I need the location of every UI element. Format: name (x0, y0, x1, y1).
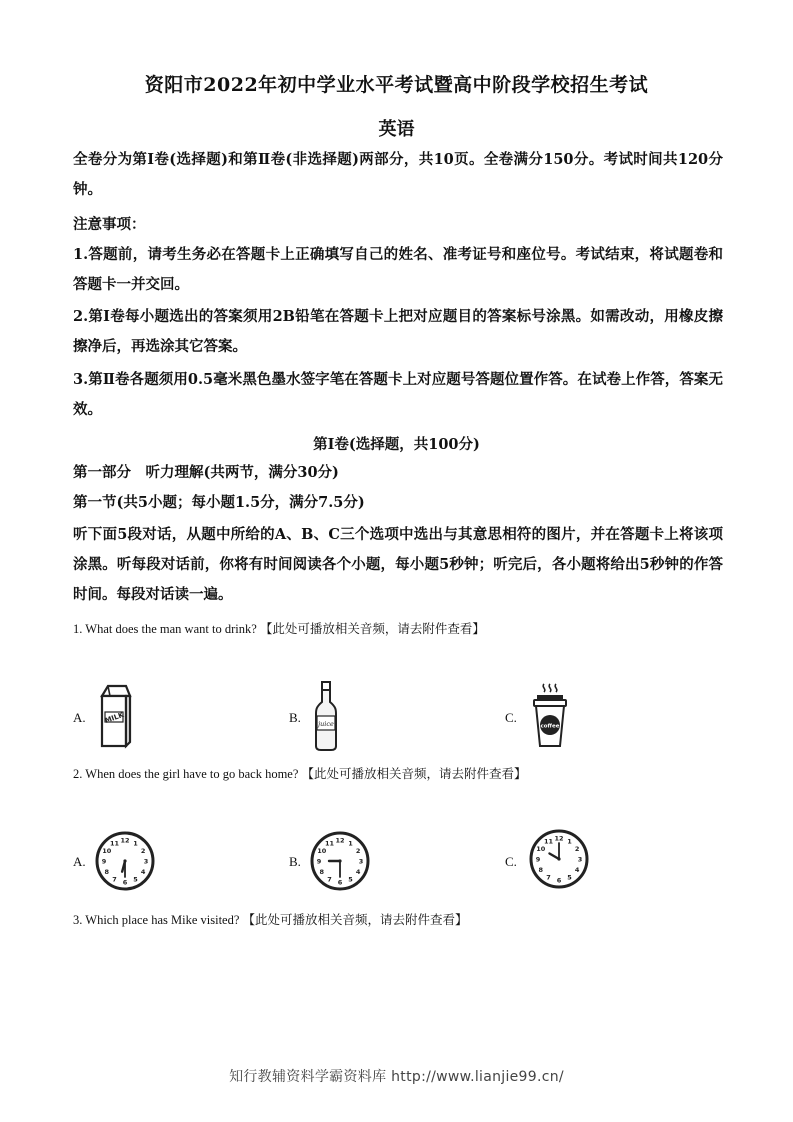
question-3: 3. Which place has Mike visited? 【此处可播放相关音频，请去附件查看】 (73, 913, 468, 927)
clock-number: 7 (546, 873, 551, 882)
clock-number: 1 (133, 839, 138, 848)
clock-number: 1 (348, 839, 353, 848)
clock-number: 6 (122, 878, 128, 887)
clock-number: 9 (101, 857, 107, 866)
clock-b-icon (309, 830, 371, 892)
footer-watermark: 知行教辅资料学霸资料库 http://www.lianjie99.cn/ (229, 1069, 564, 1085)
clock-number: 6 (337, 878, 343, 887)
clock-number: 12 (554, 834, 564, 843)
notice-item-2: 2.第Ⅰ卷每小题选出的答案须用2B铅笔在答题卡上把对应题目的答案标号涂黑。如需改动，用橡皮擦擦净后，再选涂其它答案。 (73, 308, 723, 355)
milk-carton-icon (96, 682, 136, 750)
clock-number: 9 (316, 857, 322, 866)
clock-number: 10 (102, 847, 112, 855)
clock-number: 7 (112, 875, 117, 884)
clock-number: 7 (327, 875, 332, 884)
clock-number: 5 (567, 873, 572, 882)
part-1-title: 第一部分 听力理解(共两节，满分30分) (73, 464, 339, 481)
juice-bottle-icon (313, 680, 339, 752)
clock-a-icon (94, 830, 156, 892)
clock-number: 4 (355, 868, 361, 876)
clock-number: 10 (536, 845, 546, 853)
clock-number: 12 (335, 836, 345, 845)
clock-number: 9 (535, 855, 541, 864)
clock-c-icon (528, 828, 590, 890)
q2-option-a-label[interactable]: A. (73, 854, 86, 869)
clock-number: 11 (109, 839, 120, 848)
clock-number: 6 (556, 876, 562, 885)
question-2: 2. When does the girl have to go back home? 【此处可播放相关音频，请去附件查看】 (73, 767, 527, 781)
coffee-label: coffee (540, 723, 560, 730)
notice-item-3: 3.第Ⅱ卷各题须用0.5毫米黑色墨水签字笔在答题卡上对应题号答题位置作答。在试卷上作答，答案无效。 (73, 371, 723, 418)
clock-number: 4 (574, 866, 580, 874)
clock-number: 2 (355, 847, 361, 855)
exam-title: 资阳市2022年初中学业水平考试暨高中阶段学校招生考试 (144, 74, 649, 96)
listening-directions: 听下面5段对话，从题中所给的A、B、C三个选项中选出与其意思相符的图片，并在答题卡上将该项涂黑。听每段对话前，你将有时间阅读各个小题，每小题5秒钟；听完后，各小题将给出5秒钟的作答时间。每段对话读一遍。 (73, 526, 723, 603)
subsection-1-title: 第一节(共5小题；每小题1.5分，满分7.5分) (73, 494, 365, 511)
clock-center (338, 859, 341, 862)
juice-label: juice (318, 720, 334, 728)
notice-item-1: 1.答题前，请考生务必在答题卡上正确填写自己的姓名、准考证号和座位号。考试结束，将试题卷和答题卡一并交回。 (73, 246, 723, 293)
clock-number: 4 (140, 868, 146, 876)
question-1: 1. What does the man want to drink? 【此处可播放相关音频，请去附件查看】 (73, 622, 485, 636)
clock-center (123, 859, 126, 862)
subject-title: 英语 (378, 119, 415, 140)
q1-option-a-label[interactable]: A. (73, 710, 86, 725)
clock-number: 3 (577, 855, 583, 864)
clock-number: 11 (324, 839, 335, 848)
clock-number: 5 (348, 875, 353, 884)
coffee-cup-icon (532, 682, 568, 748)
q2-option-c-label[interactable]: C. (505, 854, 517, 869)
clock-number: 10 (317, 847, 327, 855)
notice-title: 注意事项： (73, 216, 146, 233)
clock-number: 8 (538, 866, 544, 874)
q2-option-b-label[interactable]: B. (289, 854, 301, 869)
clock-number: 5 (133, 875, 138, 884)
clock-number: 2 (574, 845, 580, 853)
clock-number: 11 (543, 837, 554, 846)
clock-number: 2 (140, 847, 146, 855)
clock-number: 12 (120, 836, 130, 845)
clock-number: 8 (104, 868, 110, 876)
q1-option-c-label[interactable]: C. (505, 710, 517, 725)
clock-number: 8 (319, 868, 325, 876)
q1-option-b-label[interactable]: B. (289, 710, 301, 725)
clock-number: 1 (567, 837, 572, 846)
intro-paragraph: 全卷分为第Ⅰ卷(选择题)和第Ⅱ卷(非选择题)两部分，共10页。全卷满分150分。考试时间共120分钟。 (73, 151, 723, 198)
clock-number: 3 (143, 857, 149, 866)
clock-number: 3 (358, 857, 364, 866)
volume-title: 第Ⅰ卷(选择题，共100分) (313, 436, 480, 453)
clock-center (557, 857, 560, 860)
milk-label: MILK (103, 710, 125, 726)
